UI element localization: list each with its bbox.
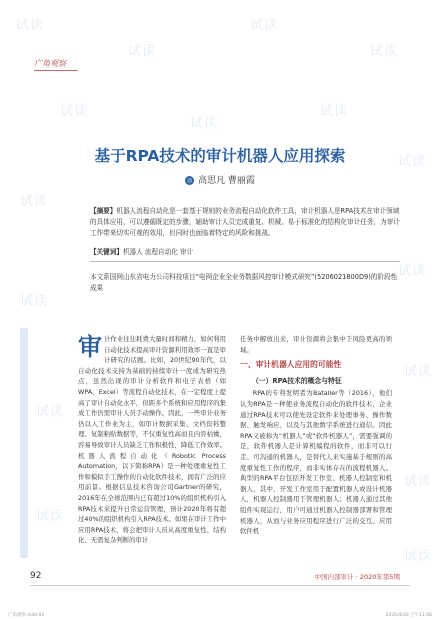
abstract-text: 机器人流程自动化是一套基于规则的业务流程自动化软件工具，审计机器人是RPA技术在审计领域的具体应用，可以遵循既定的步骤，辅助审计人员完成重复、机械、易于标准化的结构化审计任务，为审计工作带来切实可观的效用，但同时也面临着特定的风险和挑战。 — [90, 207, 400, 237]
abstract-label: 【摘要】 — [90, 207, 117, 215]
article-authors — [0, 173, 440, 186]
watermark: 试读 — [20, 194, 49, 209]
section-heading: 一、审计机器人应用的可能性 — [240, 360, 342, 370]
article-title: 基于RPA技术的审计机器人应用探索 — [94, 147, 346, 165]
keywords — [90, 246, 400, 256]
body-column-right — [240, 334, 392, 537]
watermark: 试读 — [20, 294, 49, 309]
print-timestamp: 2020/4/20 上午11:06 — [385, 613, 432, 618]
watermark: 试读 — [398, 154, 427, 169]
watermark: 试读 — [36, 404, 65, 419]
watermark: 试读 — [128, 44, 157, 59]
author-names: 高思凡 曹丽霞 — [198, 176, 255, 186]
funding-note: 本文系国网山东省电力公司科技项目“电网企业全业务数据风控审计模式研究”(5206021800D9)的阶段性成果 — [90, 273, 398, 292]
body-paragraph: 任务中解放出来，审计资源将会集中于风险更高的领域。 — [240, 335, 392, 354]
watermark: 试读 — [60, 104, 89, 119]
watermark: 试读 — [404, 364, 433, 379]
keywords-text: 机器人 流程自动化 审计 — [122, 248, 194, 256]
abstract — [90, 206, 400, 239]
watermark: 试读 — [190, 116, 219, 131]
divider — [90, 261, 400, 262]
print-file: 广角观察.indd 92 — [8, 613, 45, 618]
body-paragraph: 计作业往往耗费大量时间和精力，如何利用自动化技术提高审计资源利用效率一直是审计研究的话题。比如，20世纪90年代，以自动化技术支持为基础的持续审计一度成为研究热点，虽然出现的审计分析软件和电子表格（如WPA、Excel）等流程自动化技术，在一定程度上提高了审计自动化水平，但距多个系统和应用程序的集成工作仍需审计人员手动操作。因此，一些审计业务仍以人工作业为主，如审计数据采集、文档资料整理、复制粘贴数据等，不仅重复性高而且内容枯燥，容易导致审计人员缺乏工作积极性，降低工作效率。机器人流程自动化（Robotic Process Automation，以下简称RPA）是一种处理重复性工作和模拟手工操作的自动化软件技术，拥有广泛的应用前景。根据信息技术咨询公司Gartner的研究，2016年在全球范围内已有超过10%的组织机构引入RPA技术来提升日常运营管理，预计2020年将有超过40%的组织机构引入RPA技术。如果在审计工作中应用RPA技术，将会把审计人员从高度重复性、结构化、无需复杂判断的审计 — [78, 335, 226, 545]
watermark: 试读 — [370, 44, 399, 59]
decorative-sidebar — [20, 328, 28, 558]
footer-divider — [30, 585, 410, 586]
watermark: 试读 — [320, 104, 349, 119]
section-tag: 广角观察 — [34, 59, 66, 68]
subsection-heading: （一）RPA技术的概念与特征 — [252, 376, 342, 385]
keywords-label: 【关键词】 — [90, 248, 123, 256]
page-number: 92 — [30, 571, 42, 581]
body-paragraph: RPA的专利发明者为Bataller等（2016），他们认为RPA是一种使业务流程自动化的软件技术，企业通过RPA技术可以使先设定软件来处理事务、操作数据、触发响应，以及与其他数字系统进行通信。因此RPA又被称为“机器人”或“软件机器人”，需要强调的是，软件机器人是计算机编程的软件，而非可以行走、可沟通的机器人，是替代人来实施基于规则的高度重复性工作的程序，而非实体存在的流程机器人。典型的RPA平台包括开发工作室、机器人控制室和机器人，其中，开发工作室用于配置机器人或设计机器人，机器人控制器用于管理机器人；机器人通过其他组件实现运行，用户可通过机器人控制器部署和管理机器人，从而与业务应用程序进行广泛的交互。应用软件机 — [240, 389, 392, 536]
body-column-left — [78, 334, 226, 546]
watermark: 试读 — [250, 18, 279, 33]
watermark: 试读 — [16, 18, 45, 33]
section-tag-underline — [34, 70, 78, 71]
watermark: 试读 — [404, 549, 433, 564]
watermark: 试读 — [404, 474, 433, 489]
author-icon: ◎ — [186, 177, 193, 184]
watermark: 试读 — [398, 264, 427, 279]
drop-cap: 审 — [78, 332, 102, 361]
journal-info: 中国内部审计 · 2020年第5期 — [314, 573, 400, 581]
watermark: 试读 — [36, 509, 65, 524]
